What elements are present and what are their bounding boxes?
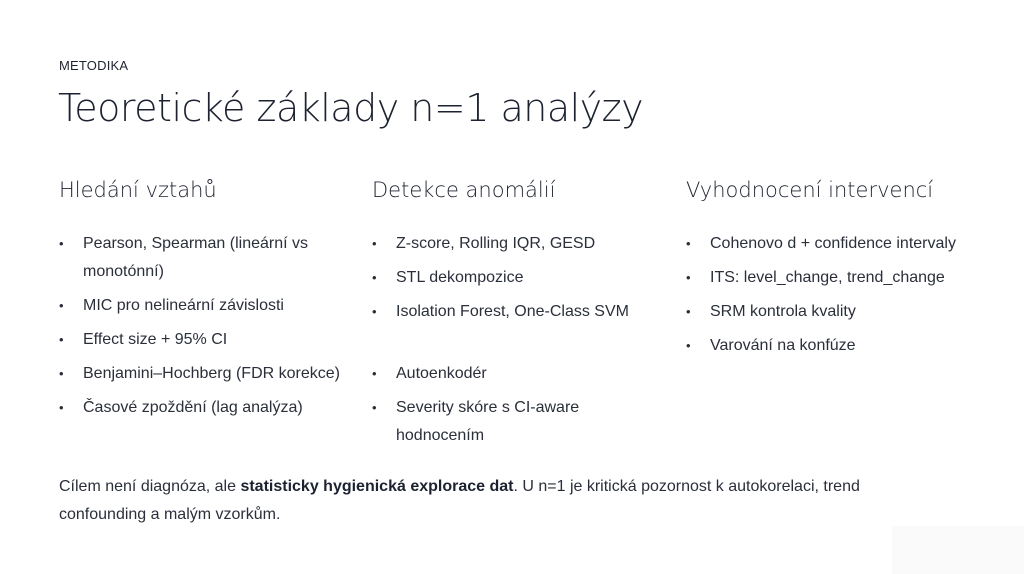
list-item-text: Časové zpoždění (lag analýza) <box>83 399 303 416</box>
list-item <box>372 298 662 326</box>
summary-paragraph <box>59 473 939 529</box>
list-item <box>59 360 349 388</box>
list-item <box>372 360 662 388</box>
list-item-text: Cohenovo d + confidence intervaly <box>710 235 956 252</box>
bullet-list <box>59 230 349 422</box>
list-item-text: Z-score, Rolling IQR, GESD <box>396 235 596 252</box>
list-item <box>686 230 976 258</box>
list-item-text: ITS: level_change, trend_change <box>710 269 945 286</box>
bullet-icon: • <box>372 400 377 415</box>
list-item <box>372 264 662 292</box>
list-item <box>59 394 349 422</box>
bullet-icon: • <box>372 366 377 381</box>
list-item-text: SRM kontrola kvality <box>710 303 856 320</box>
bullet-icon: • <box>372 236 377 251</box>
bullet-icon: • <box>59 400 64 415</box>
bullet-list <box>686 230 976 360</box>
summary-text-end: . U n=1 je kritická pozornost k autokorelaci, trend confounding a malým vzorkům. <box>59 478 860 523</box>
corner-patch <box>892 526 1024 574</box>
list-item <box>59 326 349 354</box>
summary-emphasis: statisticky hygienická explorace dat <box>240 478 514 495</box>
bullet-icon: • <box>59 332 64 347</box>
list-item <box>686 298 976 326</box>
bullet-list <box>372 230 662 450</box>
column-heading: Detekce anomálií <box>372 178 556 202</box>
column-heading: Vyhodnocení intervencí <box>686 178 934 202</box>
bullet-icon: • <box>59 298 64 313</box>
list-item-text: Autoenkodér <box>396 365 487 382</box>
list-item-text: STL dekompozice <box>396 269 524 286</box>
list-item-text: Benjamini–Hochberg (FDR korekce) <box>83 365 340 382</box>
bullet-icon: • <box>372 270 377 285</box>
bullet-icon: • <box>59 366 64 381</box>
slide-title: Teoretické základy n=1 analýzy <box>58 86 644 130</box>
column-interventions <box>686 178 976 366</box>
list-item <box>59 230 349 286</box>
section-eyebrow: METODIKA <box>59 58 129 73</box>
list-item-text: Varování na konfúze <box>710 337 856 354</box>
list-item-text: MIC pro nelineární závislosti <box>83 297 284 314</box>
column-heading: Hledání vztahů <box>59 178 217 202</box>
column-relationships <box>59 178 349 428</box>
list-item-text: Severity skóre s CI-aware hodnocením <box>396 399 580 444</box>
bullet-icon: • <box>686 338 691 353</box>
list-item <box>686 332 976 360</box>
bullet-icon: • <box>686 270 691 285</box>
list-item-text: Isolation Forest, One-Class SVM <box>396 303 629 320</box>
column-anomalies <box>372 178 662 456</box>
list-item <box>59 292 349 320</box>
list-item <box>686 264 976 292</box>
list-item <box>372 394 662 450</box>
bullet-icon: • <box>686 236 691 251</box>
summary-text-start: Cílem není diagnóza, ale <box>59 478 241 495</box>
list-item-text: Pearson, Spearman (lineární vs monotónní) <box>83 235 308 280</box>
bullet-icon: • <box>372 304 377 319</box>
bullet-icon: • <box>59 236 64 251</box>
bullet-icon: • <box>686 304 691 319</box>
list-item-text: Effect size + 95% CI <box>83 331 228 348</box>
list-item <box>372 230 662 258</box>
